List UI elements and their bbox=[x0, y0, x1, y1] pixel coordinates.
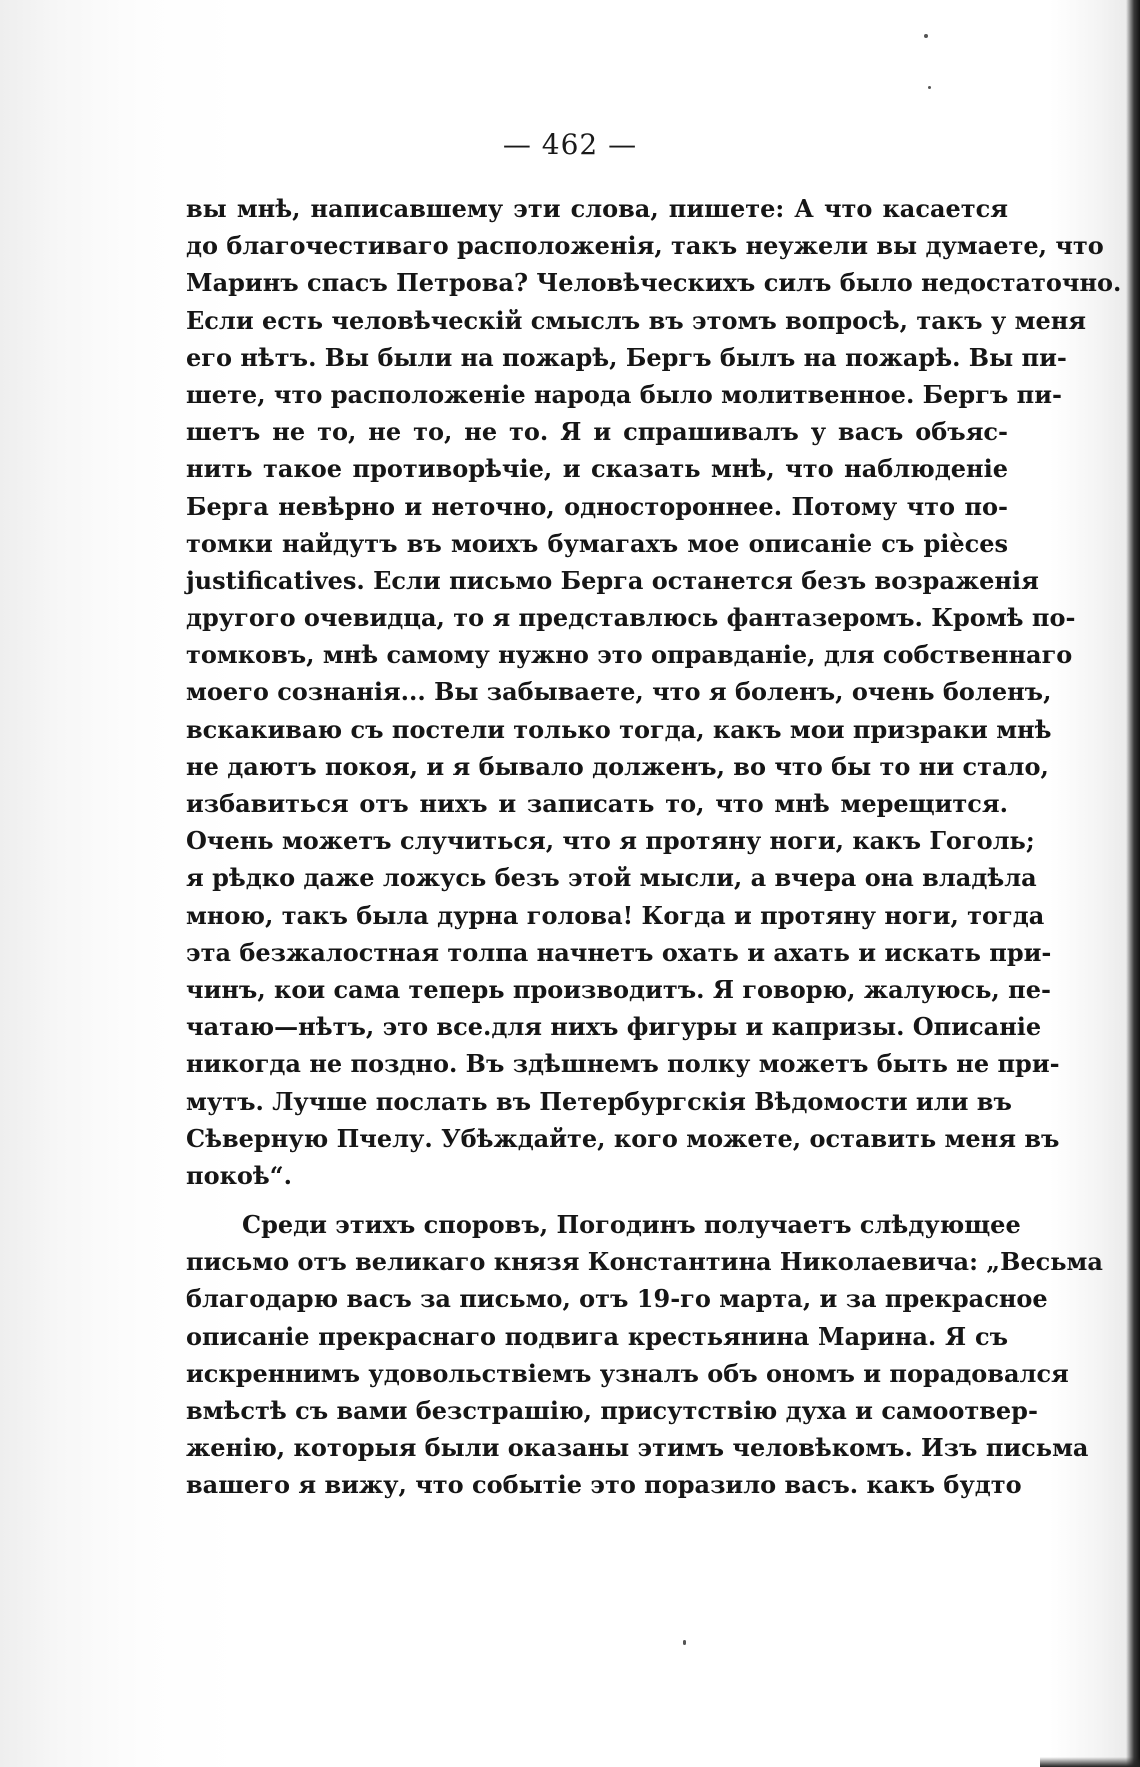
text-line: томки найдутъ въ моихъ бумагахъ мое описаніе съ pièces bbox=[186, 528, 1008, 558]
text-line: искреннимъ удовольствіемъ узналъ объ ономъ и порадовался bbox=[186, 1358, 1069, 1388]
text-line: томковъ, мнѣ самому нужно это оправданіе, для собственнаго bbox=[186, 640, 1073, 670]
text-line: моего сознанія... Вы забываете, что я боленъ, очень боленъ, bbox=[186, 677, 1052, 707]
text-line: вашего я вижу, что событіе это поразило васъ. какъ будто bbox=[186, 1470, 1022, 1500]
text-line: его нѣтъ. Вы были на пожарѣ, Бергъ былъ на пожарѣ. Вы пи- bbox=[186, 342, 1067, 372]
text-line: justificatives. Если письмо Берга останется безъ возраженія bbox=[186, 565, 1039, 595]
text-line: Маринъ спасъ Петрова? Человѣческихъ силъ было недостаточно. bbox=[186, 268, 1122, 298]
page-edge-shadow bbox=[1126, 0, 1140, 1767]
text-line: благодарю васъ за письмо, отъ 19-го марта, и за прекрасное bbox=[186, 1284, 1048, 1314]
paragraph-gap bbox=[186, 1194, 1008, 1206]
text-line: женію, которыя были оказаны этимъ человѣкомъ. Изъ письма bbox=[186, 1433, 1089, 1463]
page-corner-shadow bbox=[1040, 1757, 1140, 1767]
text-line: чинъ, кои сама теперь производитъ. Я говорю, жалуюсь, пе- bbox=[186, 974, 1051, 1004]
text-line: шетъ не то, не то, не то. Я и спрашивалъ у васъ объяс- bbox=[186, 417, 1008, 447]
text-line: вмѣстѣ съ вами безстрашію, присутствію духа и самоотвер- bbox=[186, 1396, 1038, 1425]
text-line: чатаю—нѣтъ, это все.для нихъ фигуры и капризы. Описаніе bbox=[186, 1012, 1042, 1042]
scan-speck bbox=[924, 34, 928, 38]
text-line: Берга невѣрно и неточно, одностороннее. Потому что по- bbox=[186, 491, 1008, 521]
text-line: вы мнѣ, написавшему эти слова, пишете: А что касается bbox=[186, 194, 1008, 223]
text-line: вскакиваю съ постели только тогда, какъ мои призраки мнѣ bbox=[186, 714, 1052, 744]
scan-speck bbox=[928, 86, 931, 89]
text-line: описаніе прекраснаго подвига крестьянина Марина. Я съ bbox=[186, 1321, 1008, 1351]
text-line: Если есть человѣческій смыслъ въ этомъ вопросѣ, такъ у меня bbox=[186, 305, 1087, 335]
page-number: — 462 — bbox=[502, 128, 638, 161]
text-line: нить такое противорѣчіе, и сказать мнѣ, что наблюденіе bbox=[186, 454, 1008, 484]
text-line: Сѣверную Пчелу. Убѣждайте, кого можете, оставить меня въ bbox=[186, 1123, 1060, 1153]
text-line: до благочестиваго расположенія, такъ неужели вы думаете, что bbox=[186, 231, 1104, 261]
paragraph-1 bbox=[186, 190, 1122, 1194]
text-line: другого очевидца, то я представлюсь фантазеромъ. Кромѣ по- bbox=[186, 603, 1076, 633]
body-text bbox=[186, 190, 1122, 1504]
text-line: шете, что расположеніе народа было молитвенное. Бергъ пи- bbox=[186, 379, 1063, 409]
text-line: избавиться отъ нихъ и записать то, что мнѣ мерещится. bbox=[186, 789, 1008, 818]
text-line: не даютъ покоя, и я бывало долженъ, во что бы то ни стало, bbox=[186, 751, 1049, 781]
text-line: Очень можетъ случиться, что я протяну ноги, какъ Гоголь; bbox=[186, 826, 1035, 856]
text-line: эта безжалостная толпа начнетъ охать и ахать и искать при- bbox=[186, 937, 1052, 967]
text-line: я рѣдко даже ложусь безъ этой мысли, а вчера она владѣла bbox=[186, 863, 1037, 893]
text-line: письмо отъ великаго князя Константина Николаевича: „Весьма bbox=[186, 1247, 1103, 1277]
text-line: мутъ. Лучше послать въ Петербургскія Вѣдомости или въ bbox=[186, 1086, 1012, 1116]
text-line: никогда не поздно. Въ здѣшнемъ полку можетъ быть не при- bbox=[186, 1049, 1060, 1079]
text-line: мною, такъ была дурна голова! Когда и протяну ноги, тогда bbox=[186, 900, 1045, 930]
paragraph-2 bbox=[186, 1206, 1103, 1504]
text-line: покоѣ“. bbox=[186, 1160, 292, 1190]
scan-speck bbox=[683, 1640, 686, 1645]
text-line: Среди этихъ споровъ, Погодинъ получаетъ слѣдующее bbox=[242, 1210, 1021, 1240]
